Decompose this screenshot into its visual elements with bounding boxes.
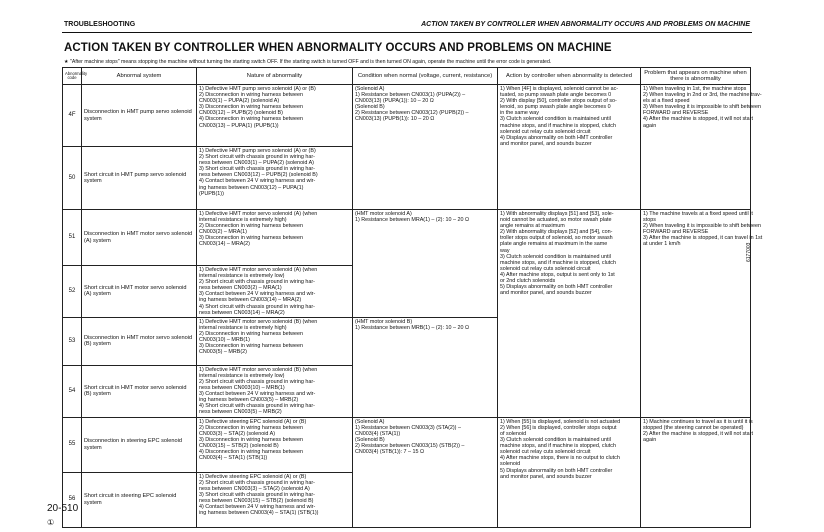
machine-problem-line: FORWARD and REVERSE <box>643 110 709 117</box>
nature-of-abnormality-line: ing harness between CN003(4) – STA(1) (STB(1)) <box>199 510 319 517</box>
nature-of-abnormality-line: ness between CN003(3) – STA(2) (solenoid A) <box>199 485 310 492</box>
nature-of-abnormality-line: ness between CN003(15) – STB(2) (solenoid B) <box>199 498 314 505</box>
side-document-code: 6177003 <box>746 242 752 262</box>
col-header-nature: Nature of abnormality <box>197 68 353 85</box>
controller-action-line: 2) With abnormality displays [52] and [54], con- <box>500 229 613 236</box>
abnormality-code: 51 <box>63 210 82 266</box>
condition-when-normal <box>353 317 498 417</box>
condition-when-normal <box>353 210 498 318</box>
machine-problem-line: 3) When traveling it is impossible to shift between <box>643 104 762 111</box>
controller-action-line: solenoid cut relay cuts solenoid circuit <box>500 449 591 456</box>
abnormality-table <box>62 67 763 528</box>
condition-when-normal-line: (HMT motor solenoid A) <box>355 211 412 217</box>
nature-of-abnormality-line: 3) Disconnection in wiring harness between <box>199 343 303 350</box>
controller-action-line: and monitor panel, and sounds buzzer <box>500 473 592 480</box>
nature-of-abnormality-line: 2) Short circuit with chassis ground in wiring har- <box>199 378 315 385</box>
machine-problem-line: 4) After the machine is stopped, it will not start <box>643 116 753 123</box>
controller-action-line: and monitor panel, and sounds buzzer <box>500 290 592 297</box>
condition-when-normal-line: 1) Resistance between MRB(1) – (2): 10 – 20 Ω <box>355 324 469 331</box>
machine-problem-line: again <box>643 122 657 129</box>
nature-of-abnormality-line: internal resistance is extremely high) <box>199 217 287 224</box>
nature-of-abnormality-line: 4) Contact between 24 V wiring harness and wir- <box>199 178 316 185</box>
page-title: ACTION TAKEN BY CONTROLLER WHEN ABNORMALITY OCCURS AND PROBLEMS ON MACHINE <box>64 42 612 54</box>
nature-of-abnormality-line: ness between CN003(10) – MRB(1) <box>199 385 285 392</box>
controller-action-line: solenoid <box>500 461 521 468</box>
condition-when-normal-line: CN003(4) (STB(1)): 7 – 15 Ω <box>355 449 425 456</box>
condition-when-normal <box>353 417 498 527</box>
table-header-row <box>63 68 751 85</box>
nature-of-abnormality-line: 1) Defective HMT pump servo solenoid (A) or (B) <box>199 148 316 154</box>
nature-of-abnormality-line: CN003(4) – STA(1) (STB(1)) <box>199 455 268 462</box>
abnormality-code: 52 <box>63 266 82 318</box>
table-body <box>63 85 763 528</box>
nature-of-abnormality-line: 4) Short circuit with chassis ground in wiring har- <box>199 303 315 310</box>
condition-when-normal-line: (Solenoid A) <box>355 86 385 92</box>
machine-problem-line: FORWARD and REVERSE <box>643 229 709 236</box>
machine-problem-line: 1) The machine travels at a fixed speed until it <box>643 211 753 217</box>
abnormality-code: 56 <box>63 472 82 527</box>
machine-problem-line: 2) When traveling it is impossible to shift between <box>643 223 762 230</box>
table-row <box>63 85 751 147</box>
controller-action-line: 1) When [4F] is displayed, solenoid cannot be ac- <box>500 86 619 92</box>
controller-action-line: in the same way <box>500 110 539 117</box>
condition-when-normal-line: 1) Resistance between CN003(3) (STA(2)) – <box>355 424 461 431</box>
condition-when-normal-line: 1) Resistance between MRA(1) – (2): 10 – 20 Ω <box>355 217 469 224</box>
machine-problem-line: 3) After the machine is stopped, it can travel in 1st <box>643 235 763 242</box>
nature-of-abnormality <box>197 210 353 266</box>
controller-action-line: 5) Displays abnormality on both HMT controller <box>500 284 613 291</box>
condition-when-normal <box>353 85 498 210</box>
nature-of-abnormality <box>197 417 353 472</box>
nature-of-abnormality-line: 1) Defective HMT motor servo solenoid (A) (when <box>199 211 318 217</box>
machine-problem-line: stops <box>643 217 656 224</box>
nature-of-abnormality <box>197 317 353 365</box>
nature-of-abnormality-line: 4) Disconnection in wiring harness between <box>199 449 303 456</box>
controller-action-line: 4) After machine stops, there is no output to clutch <box>500 455 620 462</box>
nature-of-abnormality-line: 3) Disconnection in wiring harness between <box>199 235 303 242</box>
controller-action <box>498 85 641 210</box>
abnormality-code: 54 <box>63 365 82 417</box>
controller-action-line: 5) Displays abnormality on both HMT controller <box>500 467 613 474</box>
nature-of-abnormality-line: ness between CN003(12) – PUPB(2) (solenoid B) <box>199 172 318 179</box>
nature-of-abnormality-line: ing harness between CN003(12) – PUPA(1) <box>199 184 304 191</box>
nature-of-abnormality-line: CN003(5) – MRB(2) <box>199 349 247 356</box>
controller-action-line: 2) When [56] is displayed, controller stops output <box>500 424 617 431</box>
controller-action-line: 3) Clutch solenoid condition is maintained until <box>500 116 611 123</box>
machine-problem <box>641 417 751 527</box>
controller-action-line: and monitor panel, and sounds buzzer <box>500 140 592 147</box>
nature-of-abnormality-line: ing harness between CN003(14) – MRA(2) <box>199 297 302 304</box>
controller-action-line: solenoid cut relay cuts solenoid circuit <box>500 265 591 272</box>
controller-action-line: angle remains at maximum <box>500 223 565 230</box>
nature-of-abnormality-line: ness between CN003(2) – MRA(1) <box>199 285 282 292</box>
nature-of-abnormality-line: 4) Disconnection in wiring harness between <box>199 116 303 123</box>
condition-when-normal-line: (Solenoid A) <box>355 418 385 425</box>
abnormal-system: Disconnection in HMT motor servo solenoid (B) system <box>82 317 197 365</box>
nature-of-abnormality <box>197 472 353 527</box>
condition-when-normal-line: CN003(4) (STA(1)) <box>355 430 401 437</box>
nature-of-abnormality-line: 4) Short circuit with chassis ground in wiring har- <box>199 403 315 410</box>
col-header-system: Abnormal system <box>82 68 197 85</box>
controller-action-line: 3) Clutch solenoid condition is maintained until <box>500 253 611 260</box>
nature-of-abnormality-line: 3) Short circuit with chassis ground in wiring har- <box>199 166 315 173</box>
controller-action-line: 1) When [55] is displayed, solenoid is not actuated <box>500 418 621 425</box>
nature-of-abnormality-line: 3) Contact between 24 V wiring harness and wir- <box>199 391 316 398</box>
condition-when-normal-line: CN003(13) (PUPA(1)): 10 – 20 Ω <box>355 98 434 105</box>
abnormal-system: Short circuit in steering EPC solenoid system <box>82 472 197 527</box>
col-header-condition: Condition when normal (voltage, current, resistance) <box>353 68 498 85</box>
revision-mark: ① <box>47 518 55 527</box>
nature-of-abnormality-line: 3) Contact between 24 V wiring harness and wir- <box>199 291 316 298</box>
machine-problem-line: 1) Machine continues to travel as it is until it is <box>643 418 753 425</box>
controller-action-line: lenoid, so pump swash plate angle becomes 0 <box>500 104 611 111</box>
nature-of-abnormality-line: ness between CN003(14) – MRA(2) <box>199 309 285 316</box>
nature-of-abnormality-line: 1) Defective HMT motor servo solenoid (B) (when <box>199 318 318 325</box>
abnormal-system: Short circuit in HMT motor servo solenoid (A) system <box>82 266 197 318</box>
controller-action-line: of solenoid <box>500 430 527 437</box>
header-rule <box>62 32 752 33</box>
col-header-problem: Problem that appears on machine when there is abnormality <box>641 68 751 85</box>
controller-action-line: 4) After machine stops, output is sent only to 1st <box>500 271 615 278</box>
abnormality-code: 50 <box>63 147 82 210</box>
nature-of-abnormality-line: CN003(2) – MRA(1) <box>199 229 247 236</box>
controller-action-line: machine stops, and if machine is stopped, clutch <box>500 122 616 129</box>
nature-of-abnormality-line: CN003(14) – MRA(2) <box>199 241 250 248</box>
controller-action-line: machine stops, and if machine is stopped, clutch <box>500 259 616 266</box>
controller-action-line: 1) With abnormality displays [51] and [53], sole- <box>500 211 614 217</box>
abnormal-system: Short circuit in HMT pump servo solenoid system <box>82 147 197 210</box>
controller-action-line: troller stops output of solenoid, so motor swash <box>500 235 613 242</box>
nature-of-abnormality-line: ness between CN003(5) – MRB(2) <box>199 409 282 416</box>
abnormality-code: 4F <box>63 85 82 147</box>
controller-action-line: 2) With display [50], controller stops output of so- <box>500 98 617 105</box>
condition-when-normal-line: 2) Resistance between CN003(15) (STB(2)) – <box>355 443 465 450</box>
nature-of-abnormality-line: 2) Disconnection in wiring harness between <box>199 330 303 337</box>
nature-of-abnormality-line: internal resistance is extremely high) <box>199 324 287 331</box>
nature-of-abnormality-line: CN003(12) – PUPB(2) (solenoid B) <box>199 110 283 117</box>
nature-of-abnormality-line: 1) Defective steering EPC solenoid (A) or (B) <box>199 473 307 480</box>
abnormal-system: Short circuit in HMT motor servo solenoid (B) system <box>82 365 197 417</box>
controller-action-line: or 2nd clutch solenoids <box>500 278 556 285</box>
machine-problem-line: els at a fixed speed <box>643 98 690 105</box>
nature-of-abnormality-line: CN003(15) – STB(2) (solenoid B) <box>199 443 279 450</box>
condition-when-normal-line: (HMT motor solenoid B) <box>355 318 413 325</box>
nature-of-abnormality-line: 2) Short circuit with chassis ground in wiring har- <box>199 479 315 486</box>
controller-action-line: way <box>500 247 510 254</box>
nature-of-abnormality-line: CN003(13) – PUPA(1) (PUPB(1)) <box>199 122 279 129</box>
condition-when-normal-line: 2) Resistance between CN003(12) (PUPB(2)) – <box>355 110 469 117</box>
nature-of-abnormality-line: 2) Disconnection in wiring harness between <box>199 92 303 99</box>
nature-of-abnormality-line: 3) Disconnection in wiring harness between <box>199 437 303 444</box>
table-row <box>63 210 751 266</box>
running-header <box>62 20 752 32</box>
controller-action-line: solenoid cut relay cuts solenoid circuit <box>500 128 591 135</box>
col-header-code: Abnormality code <box>63 68 82 85</box>
controller-action-line: machine stops, and if machine is stopped, clutch <box>500 443 616 450</box>
abnormal-system: Disconnection in steering EPC solenoid system <box>82 417 197 472</box>
machine-problem-line: again <box>643 437 657 444</box>
controller-action-line: tuated, so pump swash plate angle becomes 0 <box>500 92 612 99</box>
nature-of-abnormality-line: CN003(10) – MRB(1) <box>199 337 250 344</box>
header-chapter: ACTION TAKEN BY CONTROLLER WHEN ABNORMALITY OCCURS AND PROBLEMS ON MACHINE <box>421 21 750 28</box>
nature-of-abnormality-line: internal resistance is extremely low) <box>199 372 285 379</box>
nature-of-abnormality-line: 3) Short circuit with chassis ground in wiring har- <box>199 492 315 499</box>
nature-of-abnormality-line: 1) Defective HMT motor servo solenoid (B) (when <box>199 366 318 373</box>
machine-problem-line: 2) When traveling in 2nd or 3rd, the machine trav- <box>643 92 762 99</box>
nature-of-abnormality-line: (PUPB(1)) <box>199 190 224 197</box>
table-row <box>63 417 751 472</box>
nature-of-abnormality-line: internal resistance is extremely low) <box>199 273 285 280</box>
nature-of-abnormality-line: ing harness between CN003(5) – MRB(2) <box>199 397 299 404</box>
page-number: 20-510 <box>47 503 79 514</box>
machine-problem-line: stopped (the steering cannot be operated) <box>643 424 744 431</box>
nature-of-abnormality-line: CN003(1) – PUPA(2) (solenoid A) <box>199 98 280 105</box>
machine-problem <box>641 210 763 418</box>
abnormal-system: Disconnection in HMT pump servo solenoid system <box>82 85 197 147</box>
col-header-action: Action by controller when abnormality is detected <box>498 68 641 85</box>
nature-of-abnormality-line: 2) Disconnection in wiring harness between <box>199 424 303 431</box>
nature-of-abnormality-line: CN003(3) – STA(2) (solenoid A) <box>199 430 275 437</box>
nature-of-abnormality-line: 3) Disconnection in wiring harness between <box>199 104 303 111</box>
controller-action <box>498 417 641 527</box>
controller-action-line: 3) Clutch solenoid condition is maintained until <box>500 437 611 444</box>
machine-problem-line: 1) When traveling in 1st, the machine stops <box>643 86 747 92</box>
controller-action <box>498 210 641 418</box>
nature-of-abnormality-line: 1) Defective HMT motor servo solenoid (A) (when <box>199 267 318 273</box>
nature-of-abnormality-line: ness between CN003(1) – PUPA(2) (solenoid A) <box>199 160 314 167</box>
nature-of-abnormality-line: 4) Contact between 24 V wiring harness and wir- <box>199 504 316 511</box>
nature-of-abnormality <box>197 365 353 417</box>
machine-problem <box>641 85 762 210</box>
nature-of-abnormality <box>197 266 353 318</box>
nature-of-abnormality <box>197 85 353 147</box>
controller-action-line: noid cannot be actuated, so motor swash plate <box>500 217 612 224</box>
condition-when-normal-line: (Solenoid B) <box>355 104 385 111</box>
nature-of-abnormality-line: 2) Disconnection in wiring harness between <box>199 223 303 230</box>
abnormality-code: 55 <box>63 417 82 472</box>
machine-problem-line: 2) After the machine is stopped, it will not start <box>643 430 753 437</box>
abnormality-code: 53 <box>63 317 82 365</box>
abnormal-system: Disconnection in HMT motor servo solenoid (A) system <box>82 210 197 266</box>
page-note: ★ "After machine stops" means stopping the machine without turning the starting switch OFF. If the starting switch is turned OFF and is then turned ON again, operate the machine until the error code is generated. <box>64 59 552 65</box>
condition-when-normal-line: 1) Resistance between CN003(1) (PUPA(2)) – <box>355 92 466 99</box>
nature-of-abnormality-line: 2) Short circuit with chassis ground in wiring har- <box>199 279 315 286</box>
controller-action-line: plate angle remains at maximum in the same <box>500 241 608 248</box>
machine-problem-line: at under 1 km/h <box>643 241 681 248</box>
nature-of-abnormality-line: 1) Defective steering EPC solenoid (A) or (B) <box>199 418 307 425</box>
controller-action-line: 4) Displays abnormality on both HMT controller <box>500 134 613 141</box>
condition-when-normal-line: CN003(13) (PUPB(1)): 10 – 20 Ω <box>355 116 435 123</box>
nature-of-abnormality <box>197 147 353 210</box>
nature-of-abnormality-line: 1) Defective HMT pump servo solenoid (A) or (B) <box>199 86 316 92</box>
header-section: TROUBLESHOOTING <box>64 21 136 28</box>
condition-when-normal-line: (Solenoid B) <box>355 437 385 444</box>
nature-of-abnormality-line: 2) Short circuit with chassis ground in wiring har- <box>199 154 315 161</box>
